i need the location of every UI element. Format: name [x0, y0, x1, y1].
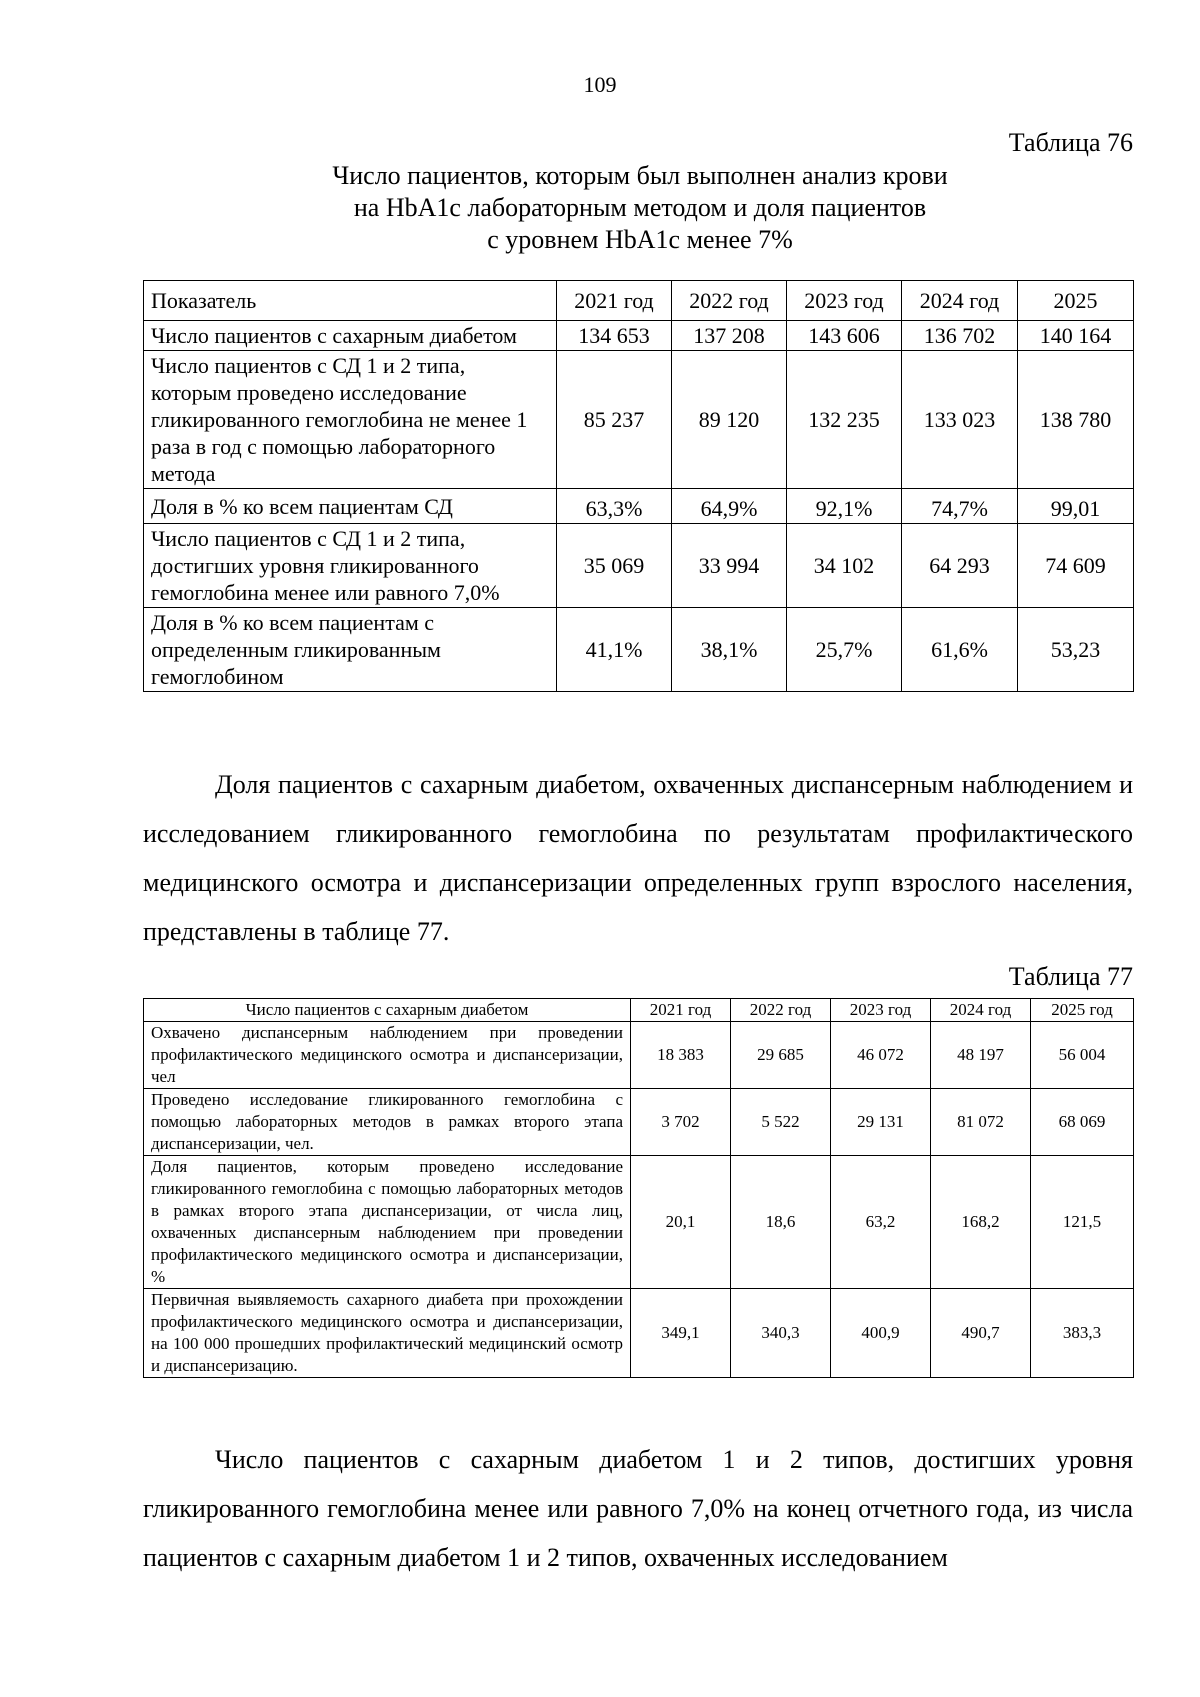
value-cell: 48 197 — [931, 1022, 1031, 1089]
row-label: Доля пациентов, которым проведено исследование гликированного гемоглобина с помощью лабораторных методов в рамках второго этапа диспансеризации, от числа лиц, охваченных диспансерным наблюдением при проведении профилактического медицинского осмотра и диспансеризации, % — [144, 1156, 631, 1289]
table-row — [144, 1156, 1134, 1289]
row-label: Проведено исследование гликированного гемоглобина с помощью лабораторных методов в рамках второго этапа диспансеризации, чел. — [144, 1089, 631, 1156]
value-cell: 134 653 — [557, 321, 672, 351]
table-76-title-line: Число пациентов, которым был выполнен анализ крови — [332, 161, 948, 190]
value-cell: 63,3% — [557, 489, 672, 524]
header-cell: Число пациентов с сахарным диабетом — [144, 999, 631, 1022]
value-cell: 64,9% — [672, 489, 787, 524]
table-row — [144, 608, 1134, 692]
table-77 — [143, 998, 1134, 1378]
value-cell: 41,1% — [557, 608, 672, 692]
value-cell: 5 522 — [731, 1089, 831, 1156]
row-label: Доля в % ко всем пациентам с определенным гликированным гемоглобином — [144, 608, 557, 692]
row-label: Охвачено диспансерным наблюдением при проведении профилактического медицинского осмотра и диспансеризации, чел — [144, 1022, 631, 1089]
value-cell: 3 702 — [631, 1089, 731, 1156]
header-cell: 2024 год — [902, 281, 1018, 321]
header-cell: 2021 год — [557, 281, 672, 321]
paragraph-1: Доля пациентов с сахарным диабетом, охваченных диспансерным наблюдением и исследованием гликированного гемоглобина по результатам профилактического медицинского осмотра и диспансеризации определенных групп взрослого населения, представлены в таблице 77. — [143, 770, 1133, 946]
value-cell: 29 685 — [731, 1022, 831, 1089]
row-label: Первичная выявляемость сахарного диабета при прохождении профилактического медицинского осмотра и диспансеризации, на 100 000 прошедших профилактический медицинский осмотр и диспансеризацию. — [144, 1289, 631, 1378]
value-cell: 89 120 — [672, 351, 787, 489]
value-cell: 74,7% — [902, 489, 1018, 524]
value-cell: 85 237 — [557, 351, 672, 489]
value-cell: 53,23 — [1018, 608, 1134, 692]
table-row — [144, 351, 1134, 489]
value-cell: 168,2 — [931, 1156, 1031, 1289]
header-cell: 2023 год — [787, 281, 902, 321]
value-cell: 35 069 — [557, 524, 672, 608]
header-cell: Показатель — [144, 281, 557, 321]
table-76-title-line: на HbA1c лабораторным методом и доля пациентов — [353, 193, 927, 222]
value-cell: 137 208 — [672, 321, 787, 351]
page-number: 109 — [583, 72, 617, 97]
value-cell: 56 004 — [1031, 1022, 1134, 1089]
row-label: Доля в % ко всем пациентам СД — [144, 489, 557, 524]
value-cell: 29 131 — [831, 1089, 931, 1156]
value-cell: 18 383 — [631, 1022, 731, 1089]
value-cell: 68 069 — [1031, 1089, 1134, 1156]
table-76-label: Таблица 76 — [1008, 128, 1133, 157]
value-cell: 92,1% — [787, 489, 902, 524]
value-cell: 383,3 — [1031, 1289, 1134, 1378]
header-cell: 2023 год — [831, 999, 931, 1022]
header-cell: 2022 год — [672, 281, 787, 321]
paragraph-2: Число пациентов с сахарным диабетом 1 и 2 типов, достигших уровня гликированного гемоглобина менее или равного 7,0% на конец отчетного года, из числа пациентов с сахарным диабетом 1 и 2 типов, охваченных исследованием — [143, 1445, 1133, 1572]
value-cell: 133 023 — [902, 351, 1018, 489]
value-cell: 99,01 — [1018, 489, 1134, 524]
header-cell: 2022 год — [731, 999, 831, 1022]
table-76-title-line: с уровнем HbA1c менее 7% — [487, 225, 793, 254]
header-cell: 2024 год — [931, 999, 1031, 1022]
row-label: Число пациентов с СД 1 и 2 типа, которым проведено исследование гликированного гемоглобина не менее 1 раза в год с помощью лабораторного метода — [144, 351, 557, 489]
table-header-row — [144, 281, 1134, 321]
header-cell: 2021 год — [631, 999, 731, 1022]
value-cell: 64 293 — [902, 524, 1018, 608]
table-77-label: Таблица 77 — [1008, 962, 1133, 991]
value-cell: 63,2 — [831, 1156, 931, 1289]
value-cell: 132 235 — [787, 351, 902, 489]
table-76 — [143, 280, 1134, 692]
value-cell: 20,1 — [631, 1156, 731, 1289]
value-cell: 34 102 — [787, 524, 902, 608]
table-row — [144, 524, 1134, 608]
value-cell: 340,3 — [731, 1289, 831, 1378]
header-cell: 2025 — [1018, 281, 1134, 321]
value-cell: 46 072 — [831, 1022, 931, 1089]
header-cell: 2025 год — [1031, 999, 1134, 1022]
value-cell: 121,5 — [1031, 1156, 1134, 1289]
value-cell: 138 780 — [1018, 351, 1134, 489]
value-cell: 61,6% — [902, 608, 1018, 692]
value-cell: 143 606 — [787, 321, 902, 351]
table-row — [144, 1022, 1134, 1089]
value-cell: 136 702 — [902, 321, 1018, 351]
value-cell: 74 609 — [1018, 524, 1134, 608]
value-cell: 38,1% — [672, 608, 787, 692]
value-cell: 400,9 — [831, 1289, 931, 1378]
table-76-title — [0, 160, 1200, 256]
table-row — [144, 321, 1134, 351]
value-cell: 33 994 — [672, 524, 787, 608]
value-cell: 349,1 — [631, 1289, 731, 1378]
value-cell: 25,7% — [787, 608, 902, 692]
table-row — [144, 1289, 1134, 1378]
table-header-row — [144, 999, 1134, 1022]
row-label: Число пациентов с СД 1 и 2 типа, достигших уровня гликированного гемоглобина менее или равного 7,0% — [144, 524, 557, 608]
table-row — [144, 489, 1134, 524]
value-cell: 490,7 — [931, 1289, 1031, 1378]
value-cell: 140 164 — [1018, 321, 1134, 351]
value-cell: 18,6 — [731, 1156, 831, 1289]
table-row — [144, 1089, 1134, 1156]
row-label: Число пациентов с сахарным диабетом — [144, 321, 557, 351]
value-cell: 81 072 — [931, 1089, 1031, 1156]
